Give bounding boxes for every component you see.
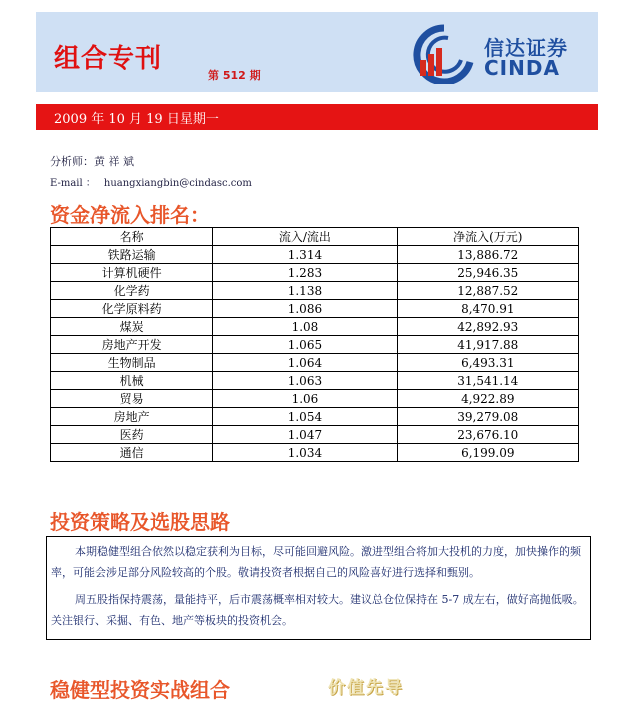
cell-ratio: 1.065 bbox=[213, 336, 397, 354]
cell-netflow: 39,279.08 bbox=[397, 408, 578, 426]
table-row bbox=[51, 426, 579, 444]
cell-ratio: 1.086 bbox=[213, 300, 397, 318]
cell-industry: 机械 bbox=[51, 372, 213, 390]
date-bar bbox=[36, 104, 598, 130]
cell-industry: 医药 bbox=[51, 426, 213, 444]
cell-industry: 计算机硬件 bbox=[51, 264, 213, 282]
logo-name-en: CINDA bbox=[484, 56, 560, 80]
table-header-row bbox=[51, 228, 579, 246]
cell-ratio: 1.138 bbox=[213, 282, 397, 300]
analyst-line bbox=[50, 153, 134, 169]
strategy-paragraph-1: 本期稳健型组合依然以稳定获利为目标，尽可能回避风险。激进型组合将加大投机的力度，加快操作的频率，可能会涉足部分风险较高的个股。敬请投资者根据自己的风险喜好进行选择和甄别。 bbox=[51, 545, 581, 579]
cell-netflow: 6,493.31 bbox=[397, 354, 578, 372]
table-row bbox=[51, 372, 579, 390]
strategy-heading: 投资策略及选股思路 bbox=[50, 510, 230, 534]
cell-industry: 生物制品 bbox=[51, 354, 213, 372]
cell-industry: 房地产开发 bbox=[51, 336, 213, 354]
analyst-label: 分析师： bbox=[50, 155, 94, 168]
table-row bbox=[51, 444, 579, 462]
report-header bbox=[36, 12, 598, 92]
cell-ratio: 1.08 bbox=[213, 318, 397, 336]
cell-industry: 铁路运输 bbox=[51, 246, 213, 264]
table-row bbox=[51, 264, 579, 282]
table-row bbox=[51, 390, 579, 408]
cinda-logo bbox=[404, 22, 594, 84]
column-header-ratio: 流入/流出 bbox=[213, 228, 397, 246]
cell-ratio: 1.283 bbox=[213, 264, 397, 282]
table-row bbox=[51, 408, 579, 426]
portfolio-heading: 稳健型投资实战组合 bbox=[50, 678, 230, 702]
email-address[interactable]: huangxiangbin@cindasc.com bbox=[103, 178, 252, 189]
cell-netflow: 6,199.09 bbox=[397, 444, 578, 462]
cell-netflow: 23,676.10 bbox=[397, 426, 578, 444]
cell-ratio: 1.034 bbox=[213, 444, 397, 462]
fundflow-table bbox=[50, 227, 579, 462]
slogan-text: 价值先导 bbox=[328, 678, 404, 698]
cell-netflow: 41,917.88 bbox=[397, 336, 578, 354]
issue-number: 第 512 期 bbox=[208, 69, 261, 82]
cell-netflow: 31,541.14 bbox=[397, 372, 578, 390]
report-date: 2009 年 10 月 19 日星期一 bbox=[54, 112, 219, 127]
cell-industry: 煤炭 bbox=[51, 318, 213, 336]
cell-ratio: 1.047 bbox=[213, 426, 397, 444]
cell-netflow: 25,946.35 bbox=[397, 264, 578, 282]
cell-industry: 贸易 bbox=[51, 390, 213, 408]
cell-industry: 化学药 bbox=[51, 282, 213, 300]
table-row bbox=[51, 336, 579, 354]
analyst-name: 黄 祥 斌 bbox=[94, 155, 134, 168]
cell-industry: 房地产 bbox=[51, 408, 213, 426]
table-row bbox=[51, 282, 579, 300]
cell-netflow: 42,892.93 bbox=[397, 318, 578, 336]
table-row bbox=[51, 300, 579, 318]
table-body bbox=[51, 246, 579, 462]
strategy-textbox bbox=[46, 536, 591, 640]
table-row bbox=[51, 246, 579, 264]
email-label: E-mail ： bbox=[50, 178, 96, 189]
column-header-netflow: 净流入(万元) bbox=[397, 228, 578, 246]
cell-netflow: 12,887.52 bbox=[397, 282, 578, 300]
email-line bbox=[50, 174, 252, 189]
report-title: 组合专刊 bbox=[54, 44, 163, 74]
cell-netflow: 8,470.91 bbox=[397, 300, 578, 318]
strategy-paragraph-2: 周五股指保持震荡，量能持平，后市震荡概率相对较大。建议总仓位保持在 5-7 成左右，做好高抛低吸。关注银行、采掘、有色、地产等板块的投资机会。 bbox=[51, 593, 584, 627]
cinda-logo-icon bbox=[404, 22, 482, 84]
cell-ratio: 1.064 bbox=[213, 354, 397, 372]
table-row bbox=[51, 318, 579, 336]
logo-name-cn: 信达证券 bbox=[484, 36, 568, 60]
cell-ratio: 1.054 bbox=[213, 408, 397, 426]
cell-netflow: 4,922.89 bbox=[397, 390, 578, 408]
cell-industry: 通信 bbox=[51, 444, 213, 462]
table-row bbox=[51, 354, 579, 372]
cell-ratio: 1.06 bbox=[213, 390, 397, 408]
column-header-name: 名称 bbox=[51, 228, 213, 246]
cell-industry: 化学原料药 bbox=[51, 300, 213, 318]
cell-netflow: 13,886.72 bbox=[397, 246, 578, 264]
cell-ratio: 1.314 bbox=[213, 246, 397, 264]
cell-ratio: 1.063 bbox=[213, 372, 397, 390]
fundflow-heading: 资金净流入排名： bbox=[50, 203, 210, 227]
